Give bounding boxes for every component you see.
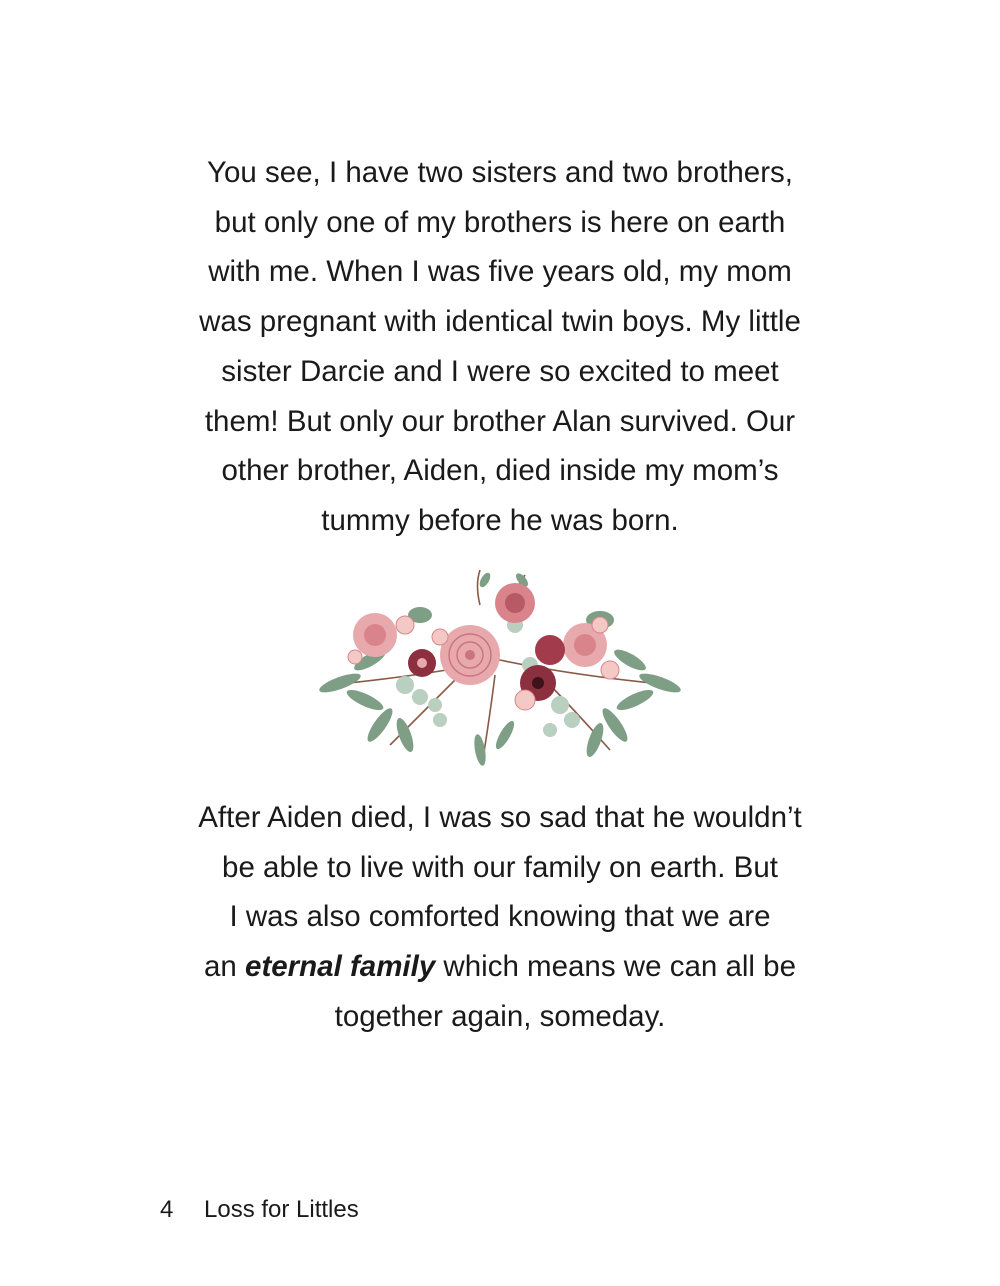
text-line: sister Darcie and I were so excited to meet bbox=[221, 354, 779, 388]
text-line: other brother, Aiden, died inside my mom’s bbox=[221, 454, 779, 488]
text-line: tummy before he was born. bbox=[321, 503, 679, 537]
text-line: with me. When I was five years old, my mom bbox=[208, 255, 792, 289]
book-title: Loss for Littles bbox=[204, 1196, 359, 1223]
story-paragraph-2 bbox=[0, 793, 1000, 1042]
text-line: was pregnant with identical twin boys. My little bbox=[199, 305, 801, 339]
text-line: but only one of my brothers is here on earth bbox=[214, 205, 786, 239]
story-paragraph-1 bbox=[0, 148, 1000, 546]
text-line: I was also comforted knowing that we are bbox=[229, 900, 771, 934]
text-line: them! But only our brother Alan survived. Our bbox=[204, 404, 796, 438]
flowers bbox=[348, 583, 619, 710]
emphasized-phrase: eternal family bbox=[245, 950, 436, 984]
page-footer bbox=[160, 1194, 359, 1226]
floral-bouquet-icon bbox=[310, 565, 690, 770]
text-segment: which means we can all be bbox=[435, 950, 796, 984]
text-line: be able to live with our family on earth. But bbox=[222, 850, 778, 884]
text-line: After Aiden died, I was so sad that he wouldn’t bbox=[198, 801, 802, 834]
text-segment: an bbox=[204, 950, 246, 984]
text-line: together again, someday. bbox=[334, 999, 666, 1033]
page-number: 4 bbox=[160, 1196, 174, 1223]
text-line bbox=[0, 942, 1000, 992]
text-line: You see, I have two sisters and two brothers, bbox=[207, 156, 793, 189]
